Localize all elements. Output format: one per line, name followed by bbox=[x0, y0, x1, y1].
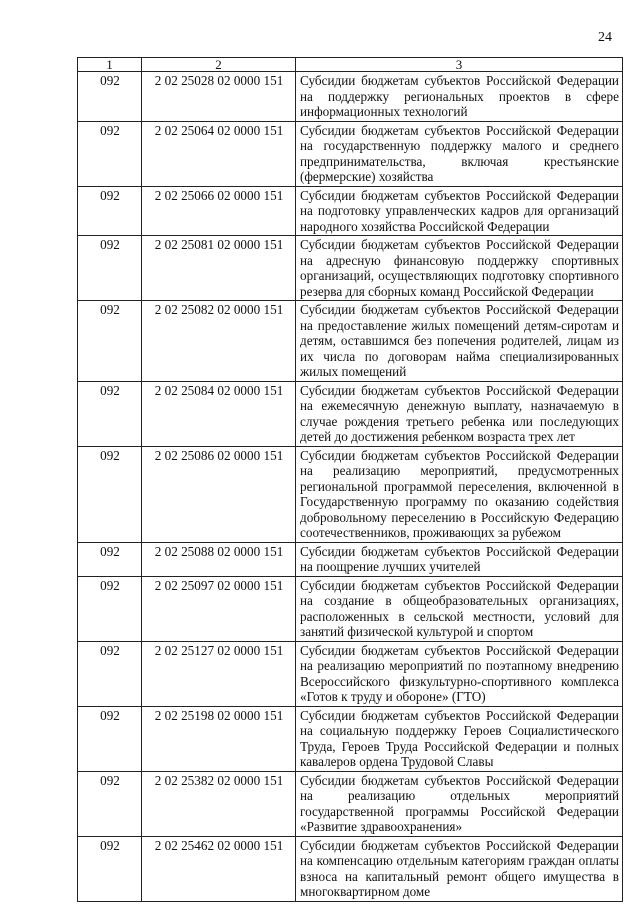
budget-code-cell: 2 02 25382 02 0000 151 bbox=[142, 771, 296, 836]
table-row bbox=[78, 576, 623, 641]
income-name-cell: Субсидии бюджетам субъектов Российской Федерации на подготовку управленческих кадров для организаций народного хозяйства Российской Федерации bbox=[296, 186, 623, 236]
income-name-cell: Субсидии бюджетам субъектов Российской Федерации на реализацию отдельных мероприятий государственной программы Российской Федерации «Развитие здравоохранения» bbox=[296, 771, 623, 836]
admin-code-cell: 092 bbox=[78, 771, 142, 836]
income-name-cell: Субсидии бюджетам субъектов Российской Федерации на поощрение лучших учителей bbox=[296, 542, 623, 576]
budget-code-cell: 2 02 25082 02 0000 151 bbox=[142, 301, 296, 382]
budget-code-cell: 2 02 25097 02 0000 151 bbox=[142, 576, 296, 641]
table-header-row bbox=[78, 58, 623, 72]
table-row bbox=[78, 641, 623, 706]
income-name-cell: Субсидии бюджетам субъектов Российской Федерации на государственную поддержку малого и среднего предпринимательства, включая крестьянские (фермерские) хозяйства bbox=[296, 121, 623, 186]
income-name-cell: Субсидии бюджетам субъектов Российской Федерации на социальную поддержку Героев Социалистического Труда, Героев Труда Российской Федерации и полных кавалеров ордена Трудовой Славы bbox=[296, 706, 623, 771]
budget-code-cell: 2 02 25462 02 0000 151 bbox=[142, 836, 296, 901]
income-name-cell: Субсидии бюджетам субъектов Российской Федерации на реализацию мероприятий, предусмотренных региональной программой переселения, включенной в Государственную программу по оказанию содействия добровольному переселению в Российскую Федерацию соотечественников, проживающих за рубежом bbox=[296, 446, 623, 542]
admin-code-cell: 092 bbox=[78, 446, 142, 542]
budget-classification-table bbox=[77, 57, 623, 902]
budget-code-cell: 2 02 25084 02 0000 151 bbox=[142, 381, 296, 446]
income-name-cell: Субсидии бюджетам субъектов Российской Федерации на реализацию мероприятий по поэтапному внедрению Всероссийского физкультурно-спортивного комплекса «Готов к труду и обороне» (ГТО) bbox=[296, 641, 623, 706]
income-name-cell: Субсидии бюджетам субъектов Российской Федерации на поддержку региональных проектов в сфере информационных технологий bbox=[296, 72, 623, 122]
income-name-cell: Субсидии бюджетам субъектов Российской Федерации на создание в общеобразовательных организациях, расположенных в сельской местности, условий для занятий физической культурой и спортом bbox=[296, 576, 623, 641]
table-row bbox=[78, 186, 623, 236]
income-name-cell: Субсидии бюджетам субъектов Российской Федерации на адресную финансовую поддержку спортивных организаций, осуществляющих подготовку спортивного резерва для сборных команд Российской Федерации bbox=[296, 236, 623, 301]
budget-code-cell: 2 02 25086 02 0000 151 bbox=[142, 446, 296, 542]
budget-code-cell: 2 02 25081 02 0000 151 bbox=[142, 236, 296, 301]
table-row bbox=[78, 771, 623, 836]
admin-code-cell: 092 bbox=[78, 301, 142, 382]
table-body bbox=[78, 72, 623, 902]
table-row bbox=[78, 542, 623, 576]
budget-code-cell: 2 02 25028 02 0000 151 bbox=[142, 72, 296, 122]
table-row bbox=[78, 446, 623, 542]
budget-code-cell: 2 02 25198 02 0000 151 bbox=[142, 706, 296, 771]
budget-code-cell: 2 02 25088 02 0000 151 bbox=[142, 542, 296, 576]
budget-code-cell: 2 02 25066 02 0000 151 bbox=[142, 186, 296, 236]
admin-code-cell: 092 bbox=[78, 706, 142, 771]
table-row bbox=[78, 72, 623, 122]
table-row bbox=[78, 236, 623, 301]
admin-code-cell: 092 bbox=[78, 641, 142, 706]
income-name-cell: Субсидии бюджетам субъектов Российской Федерации на компенсацию отдельным категориям граждан оплаты взноса на капитальный ремонт общего имущества в многоквартирном доме bbox=[296, 836, 623, 901]
admin-code-cell: 092 bbox=[78, 186, 142, 236]
column-header-1: 1 bbox=[78, 58, 142, 72]
table-row bbox=[78, 301, 623, 382]
table-row bbox=[78, 381, 623, 446]
column-header-3: 3 bbox=[296, 58, 623, 72]
table-row bbox=[78, 836, 623, 901]
admin-code-cell: 092 bbox=[78, 576, 142, 641]
income-name-cell: Субсидии бюджетам субъектов Российской Федерации на ежемесячную денежную выплату, назначаемую в случае рождения третьего ребенка или последующих детей до достижения ребенком возраста трех лет bbox=[296, 381, 623, 446]
income-name-cell: Субсидии бюджетам субъектов Российской Федерации на предоставление жилых помещений детям-сиротам и детям, оставшимся без попечения родителей, лицам из их числа по договорам найма специализированных жилых помещений bbox=[296, 301, 623, 382]
admin-code-cell: 092 bbox=[78, 121, 142, 186]
admin-code-cell: 092 bbox=[78, 836, 142, 901]
column-header-2: 2 bbox=[142, 58, 296, 72]
table-row bbox=[78, 121, 623, 186]
admin-code-cell: 092 bbox=[78, 381, 142, 446]
budget-code-cell: 2 02 25064 02 0000 151 bbox=[142, 121, 296, 186]
admin-code-cell: 092 bbox=[78, 236, 142, 301]
admin-code-cell: 092 bbox=[78, 542, 142, 576]
budget-code-cell: 2 02 25127 02 0000 151 bbox=[142, 641, 296, 706]
page-number: 24 bbox=[598, 30, 612, 45]
admin-code-cell: 092 bbox=[78, 72, 142, 122]
table-row bbox=[78, 706, 623, 771]
